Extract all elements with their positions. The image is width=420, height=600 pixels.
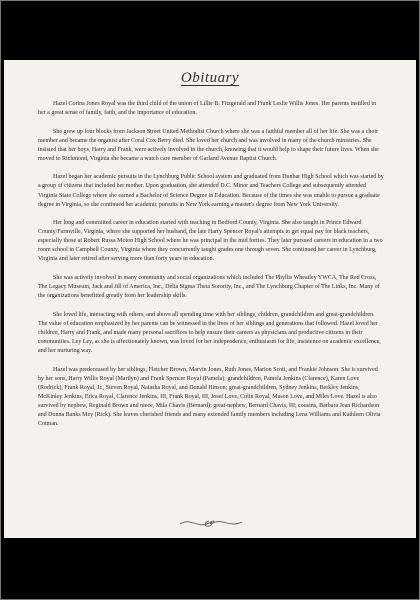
- paragraph-organizations: She was actively involved in many community and social organizations which included The Phyllis Wheatley YWCA, The Red Cross, The Legacy Museum, Jack and Jill of America, Inc., Delta Sigma Theta Sorority, Inc., and The Lynchburg Chapter of The Links, Inc. Many of the organizations benefitted greatly from her leadership skills.: [38, 274, 380, 300]
- obituary-body: [38, 100, 384, 439]
- paragraph-family-life: She loved life, interacting with others, and above all spending time with her siblings, children, grandchildren and great-grandchildren. The value of education emphasized by her parents can be witnessed in the lives of her siblings and generations that followed. Hazel loved her children, Harry and Frank, and made many personal sacrifices to help ensure their careers as physicians and productive citizens in their communities. Ley Ley, as she is affectionately known, was loved for her independence, enthusiasm for life, insistence on academic excellence, and her nurturing way.: [38, 311, 381, 355]
- page-title: Obituary: [180, 70, 240, 86]
- obituary-page: [4, 60, 416, 538]
- paragraph-church: She grew up four blocks from Jackson Street United Methodist Church where she was a faithful member all of her life. She was a choir member and became the organist after Coral Cox Berry died. She loved her church and was involved in many of the church ministries. She insisted that her boys, Harry and Frank, were actively involved in the church, knowing that it would help to shape their future lives. When she moved to Richmond, Virginia she became a watch care member of Garland Avenue Baptist Church.: [38, 128, 379, 162]
- paragraph-survivors: Hazel was predeceased by her siblings, Fletcher Brown, Marvin Jones, Ruth Jones, Marion Scott, and Frankie Johnson. She is survived by her sons, Harry Willis Royal (Marilyn) and Frank Spencer Royal (Pamela); grandchildren, Pamela Jenkins (Clarence), Karen Love (Rodrick), Frank Royal, Jr., Steven Royal, Natasha Royal, and Donald Hinson; great-grandchildren, Sydney Jenkins, Berkley Jenkins, McKinley Jenkins, Erica Royal, Clarence Jenkins, III, Frank Royal, III, Josef Love, Colin Royal, Mason Love, and Miles Love. Hazel is also survived by nephew, Reginald Brown and niece, Mila Chavis (Bernard); great-nephew, Bernard Chavis, III; cousins, Barbara Jean Richardson and Donna Banks Mey (Rick). She leaves cherished friends and many extended family members including Lena Williams and Kathleen Olivia Cotman.: [38, 366, 381, 428]
- flourish-ornament-icon: [176, 515, 246, 531]
- paragraph-education: Hazel began her academic pursuits in the Lynchburg Public School system and graduated from Dunbar High School which was started by a group of citizens that included her mother. Upon graduation, she attended D.C. Minor and Teachers College and subsequently attended Virginia State College where she earned a Bachelor of Science Degree in Education. Because of the times she was unable to pursue a graduate degree in Virginia, so she continued her academic pursuits in New York earning a master's degree from New York University.: [38, 174, 384, 208]
- paragraph-parents: Hazel Corina Jones Royal was the third child of the union of Lillie B. Fitzgerald and Frank Leslie Willis Jones. Her parents instilled in her a great sense of family, faith, and the importance of education.: [38, 101, 377, 117]
- paragraph-career: Her long and committed career in education started with teaching in Bedford County, Virginia. She also taught in Prince Edward County/Farmville, Virginia, where she supported her husband, the late Harry Spencer Royal's attempts to get equal pay for black teachers, especially those at Robert Russa Moton High School where he was principal in the mid forties. They later pursued careers in education in a two room school in Campbell County, Virginia where they concurrently taught grades one through seven. She continued her career in Lynchburg, Virginia and later retired after serving more than forty years in education.: [38, 220, 383, 263]
